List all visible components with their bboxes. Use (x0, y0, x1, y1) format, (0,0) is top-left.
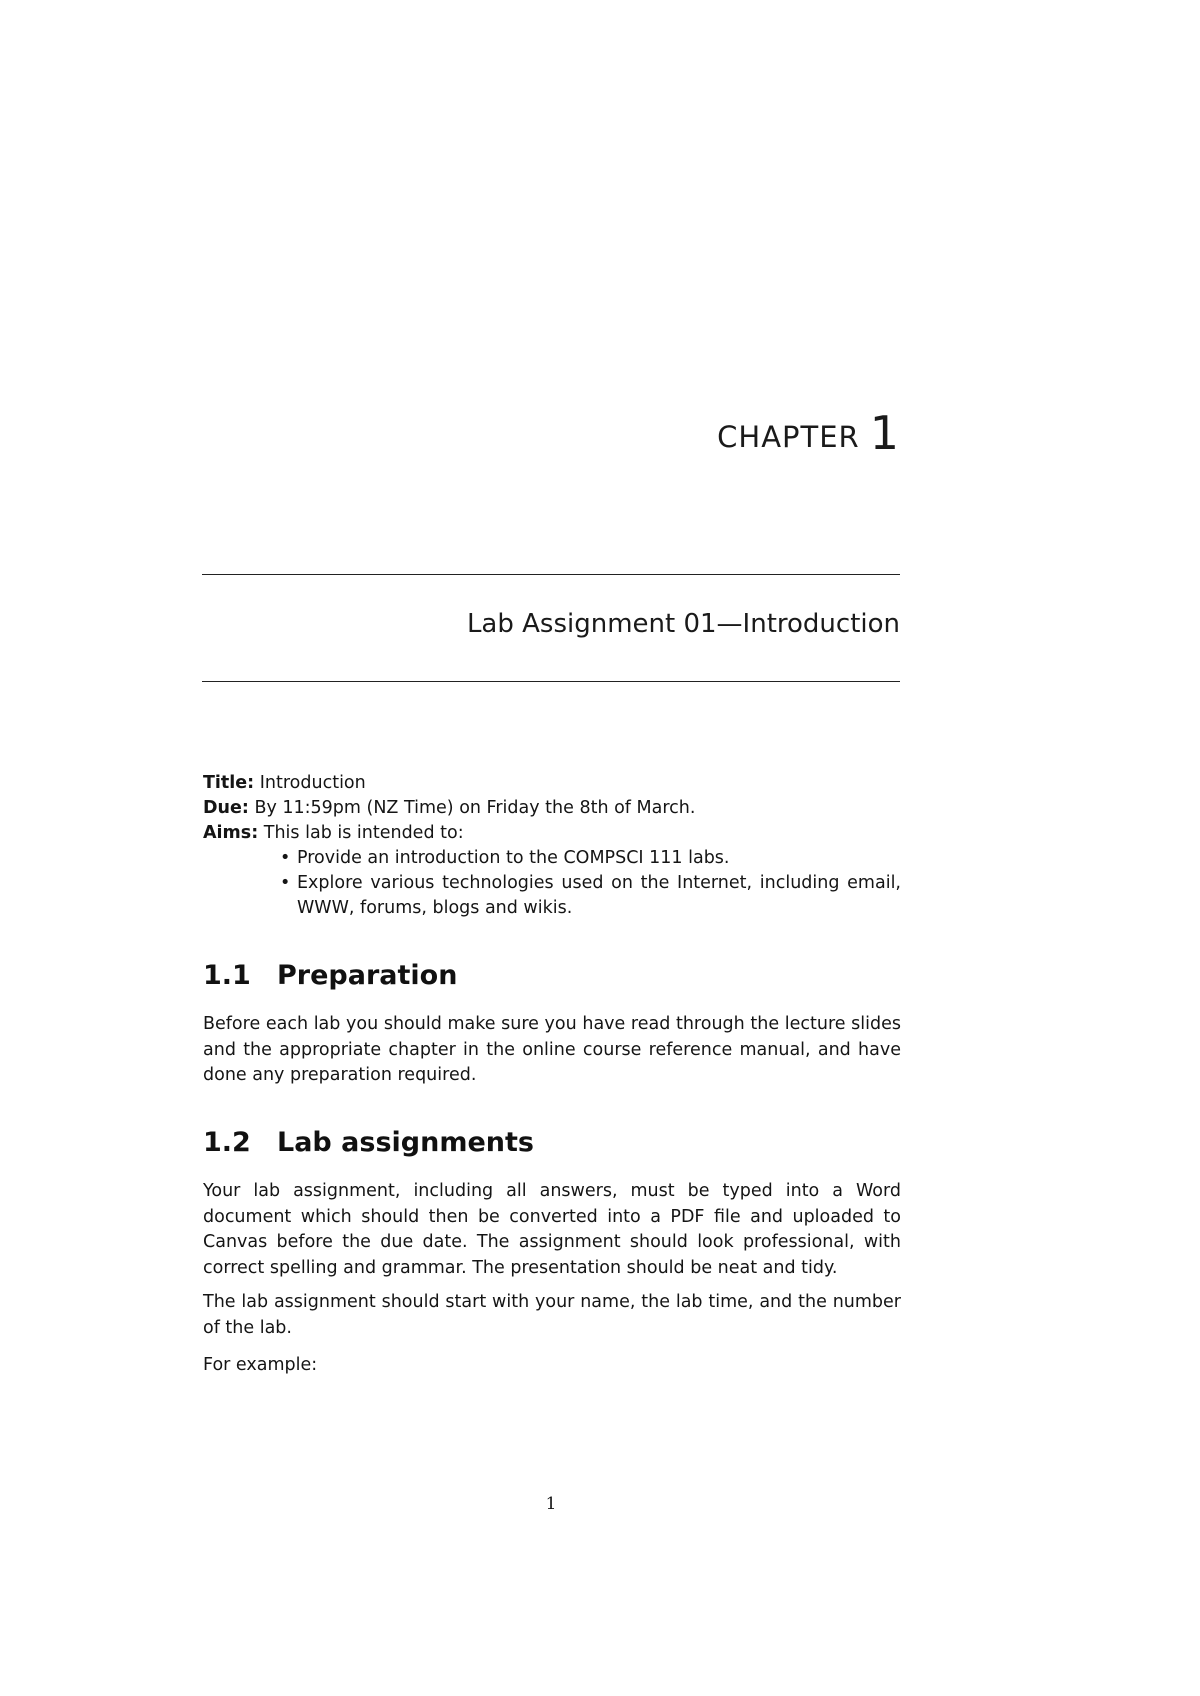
page-number: 1 (545, 1494, 557, 1514)
section-heading-preparation (203, 962, 457, 989)
aims-list (203, 846, 901, 921)
aims-list-item (280, 871, 901, 921)
lab-assignments-paragraph: For example: (203, 1355, 318, 1375)
meta-aims-row (203, 821, 901, 846)
chapter-word: CHAPTER (717, 420, 860, 454)
title-rule-top (202, 574, 900, 575)
bullet-icon: • (280, 873, 291, 893)
lab-title: Lab Assignment 01—Introduction (466, 609, 900, 639)
section-number: 1.1 (203, 960, 251, 991)
meta-aims-value: This lab is intended to: (263, 823, 464, 843)
chapter-number: 1 (869, 406, 900, 460)
lab-assignments-paragraph: Your lab assignment, including all answers, must be typed into a Word document which should then be converted into a PDF file and uploaded to Canvas before the due date. The assignment should look professional, with correct spelling and grammar. The presentation should be neat and tidy. (203, 1181, 901, 1278)
section-title: Preparation (277, 960, 458, 991)
aims-list-item (280, 846, 901, 871)
lab-assignments-paragraph: The lab assignment should start with your name, the lab time, and the number of the lab. (203, 1292, 901, 1338)
aims-item-text: Explore various technologies used on the Internet, including email, WWW, forums, blogs and wikis. (297, 873, 901, 918)
meta-due-row (203, 796, 901, 821)
section-title: Lab assignments (277, 1127, 534, 1158)
preparation-paragraph: Before each lab you should make sure you have read through the lecture slides and the appropriate chapter in the online course reference manual, and have done any preparation required. (203, 1014, 901, 1085)
meta-title-value: Introduction (259, 773, 366, 793)
assignment-meta (203, 771, 901, 921)
title-rule-bottom (202, 681, 900, 682)
meta-title-key: Title: (203, 773, 255, 793)
aims-item-text: Provide an introduction to the COMPSCI 111 labs. (297, 848, 730, 868)
bullet-icon: • (280, 848, 291, 868)
chapter-label (717, 406, 900, 460)
meta-aims-key: Aims: (203, 823, 259, 843)
section-number: 1.2 (203, 1127, 251, 1158)
meta-due-value: By 11:59pm (NZ Time) on Friday the 8th of March. (254, 798, 696, 818)
meta-due-key: Due: (203, 798, 249, 818)
section-heading-lab-assignments (203, 1129, 534, 1156)
meta-title-row (203, 771, 901, 796)
